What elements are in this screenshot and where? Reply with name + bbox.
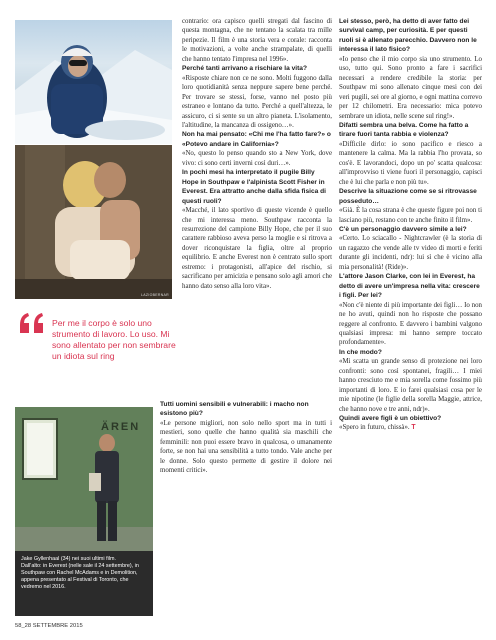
photo-caption — [15, 551, 153, 616]
photo-credit: LAZIOBERNAR — [141, 293, 169, 297]
question-paragraph: C'è un personaggio davvero simile a lei? — [339, 225, 467, 233]
question-paragraph: Difatti sembra una belva. Come ha fatto a tirare fuori tanta rabbia e violenza? — [339, 121, 469, 139]
page-footer: 58_28 SETTEMBRE 2015 — [15, 623, 83, 629]
question-paragraph: Descrive la situazione come se si ritrovasse posseduto… — [339, 188, 477, 205]
answer-paragraph: «No, questo lo penso quando sto a New York, dove vivo: ci sono certi inverni così duri…». — [182, 150, 332, 167]
question-paragraph: In pochi mesi ha interpretato il pugile Billy Hope in Southpaw e l'alpinista Scott Fisher in Everest. Era attratto anche dalla sfida fisica di questi ruoli? — [182, 169, 327, 205]
question-paragraph: Quindi avere figli è un obiettivo? — [339, 415, 442, 423]
answer-paragraph: «Io penso che il mio corpo sia uno strumento. Lo uso, tutto qui. Sono pronto a fare i sacrifici necessari a rendere credibile la storia: per Southpaw mi sono allenato cinque mesi con dei veri pugili, sei ore al giorno, e ogni mattina correvo per 12 chilometri. Era necessario: mica potevo sembrare un idiota, nelle scene sul ring!». — [339, 55, 482, 120]
question-paragraph: Non ha mai pensato: «Chi me l'ha fatto fare?» o «Potevo andare in California»? — [182, 131, 331, 148]
answer-paragraph — [339, 423, 482, 432]
answer-paragraph: «Mi scatta un grande senso di protezione nei loro confronti: sono così spontanei, fragili… I miei hanno cresciuto me e mia sorella come fossimo più importanti di loro. E io farei qualsiasi cosa per le mie nipotine (le figlie della sorella Maggie, attrice, che hanno nove e tre anni, ndr)». — [339, 358, 482, 413]
wall-lettering: ÄREN — [101, 421, 141, 433]
answer-paragraph: «Risposte chiare non ce ne sono. Molti fuggono dalla loro quotidianità senza neppure sapere bene perché. Per trovare se stessi, forse, vanno nel posto più estraneo e lontano da tutto. Perché a quell'altezza, le assicuro, ci si sente su un altro pianeta. L'isolamento, l'altitudine, la mancanza di ossigeno…». — [182, 74, 332, 129]
quote-mark-icon — [18, 311, 46, 335]
article-column-middle — [182, 17, 332, 291]
caption-line-1: Jake Gyllenhaal (34) nei suoi ultimi film. — [21, 556, 116, 562]
question-paragraph: Lei stesso, però, ha detto di aver fatto dei survival camp, per curiosità. E per questi ruoli si è allenato parecchio. Davvero non le interessa il lato fisico? — [339, 18, 477, 54]
answer-paragraph: «Già. È la cosa strana è che queste figure poi non ti lasciano più, restano con te anche finito il film». — [339, 207, 482, 224]
answer-paragraph: «Non c'è niente di più importante dei figli… Io non ne ho avuti, quindi non ho risposte che possano reggere al confronto. E davvero i bambini valgono qualsiasi impresa: mi hanno sempre toccato profondamente». — [339, 301, 482, 347]
answer-paragraph: «Certo. Lo sciacallo - Nightcrawler (è la storia di un ragazzo che vende alle tv video di morti e feriti durante gli incidenti, ndr): lui sì che è vicino alla mia personalità! (Ride)». — [339, 235, 482, 271]
question-paragraph: Tutti uomini sensibili e vulnerabili: i macho non esistono più? — [160, 401, 309, 418]
answer-paragraph: «Le persone migliori, non solo nello sport ma in tutti i mestieri, sono quelle che hanno qualità sia maschili che femminili: non puoi essere bravo in qualcosa, o umanamente forte, se non hai una sensibilità a tutto tondo. Vale anche per le donne. Solo questo permette di gestire il dolore nei momenti critici». — [160, 419, 332, 475]
answer-paragraph: «Macché, il lato sportivo di queste vicende è quello che mi interessa meno. Southpaw racconta la resurrezione del campione Billy Hope, che per il suo carattere rabbioso aveva perso la moglie e si ritrova a dover riconquistare la figlia, oltre al proprio equilibrio. E anche Everest non è centrato sullo sport estremo: i protagonisti, all'apice del rischio, si sacrificano per amicizia e pensano solo agli amori che hanno dato senso alla loro vita». — [182, 207, 332, 290]
final-answer-text: «Spero in futuro, chissà». — [339, 424, 410, 432]
answer-paragraph: «Difficile dirlo: io sono pacifico e riesco a mantenere la calma. Ma la rabbia l'ho provata, so cos'è. E lavorandoci, dopo un po' scatta qualcosa: all'improvviso ti viene fuori il personaggio, capisci che è lui che parla e non più tu». — [339, 140, 482, 186]
answer-paragraph: contrario: ora capisco quelli stregati dal fascino di questa montagna, che ne tentano la scalata tra mille peripezie. Il film è una storia vera e corale: racconta le motivazioni, a volte anche strampalate, di quelli che hanno tentato l'impresa nel 1996». — [182, 18, 332, 63]
question-paragraph: Perché tanti arrivano a rischiare la vita? — [182, 65, 307, 73]
couple-scene-illustration — [15, 145, 172, 299]
demolition-photo — [15, 407, 153, 551]
end-of-article-mark: T — [411, 424, 416, 432]
caption-line-2: Dall'alto: in Everest (nelle sale il 24 settembre), in Southpaw con Rachel McAdams e in Demolition, appena presentato al Festival di Toronto, che vedremo nel 2016. — [21, 563, 139, 590]
question-paragraph: L'attore Jason Clarke, con lei in Everest, ha detto di avere un'impresa nella vita: crescere i figli. Per lei? — [339, 273, 480, 300]
pull-quote: Per me il corpo è solo uno strumento di lavoro. Lo uso. Mi sono allentato per non sembrare un idiota sul ring — [52, 318, 176, 361]
everest-photo — [15, 20, 172, 144]
article-column-middle-bottom — [160, 400, 332, 476]
mountain-scene-illustration — [15, 20, 172, 144]
article-column-right — [339, 17, 482, 433]
question-paragraph: In che modo? — [339, 348, 382, 356]
southpaw-photo — [15, 145, 172, 299]
